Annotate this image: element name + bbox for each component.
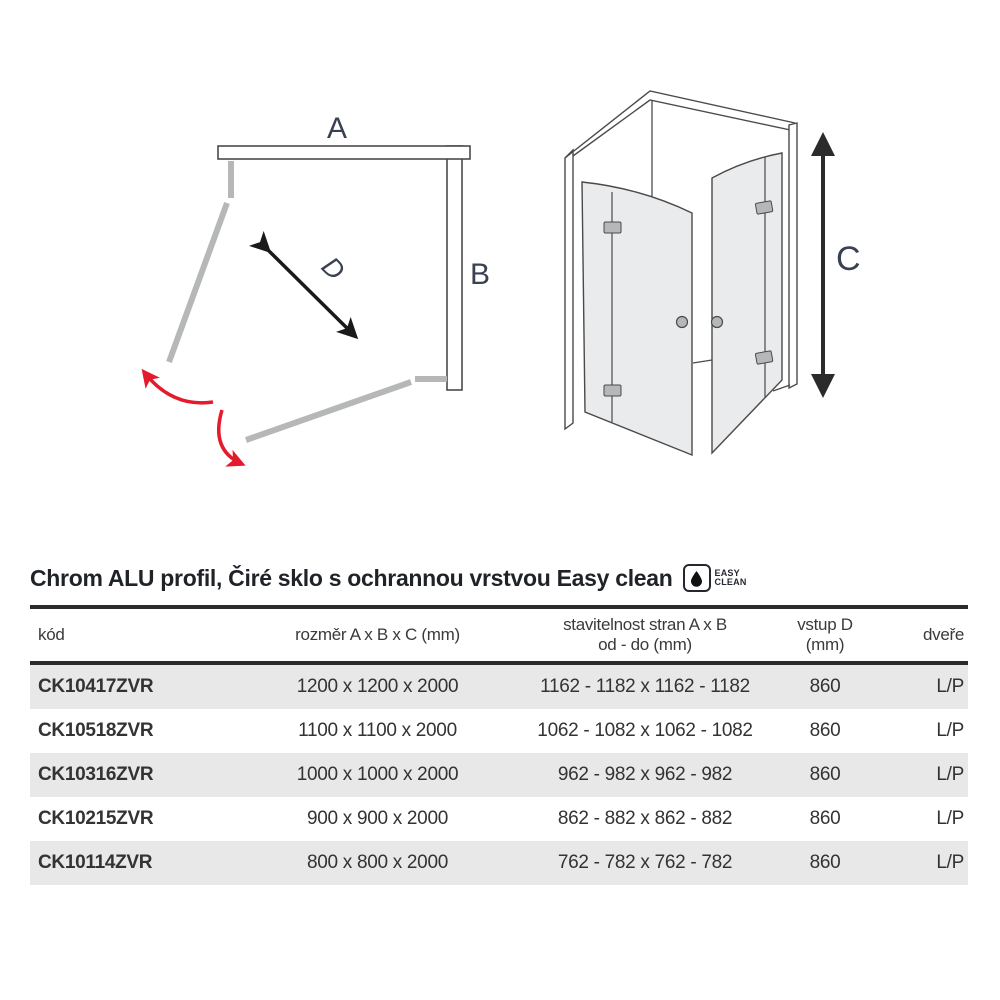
cell-adjust: 862 - 882 x 862 - 882: [557, 808, 733, 829]
arrow-head-up: [811, 132, 835, 156]
header-vstup-line2: (mm): [805, 635, 845, 654]
hinge-icon: [604, 385, 621, 396]
header-cell-dvere: [880, 609, 968, 661]
cell-doors: L/P: [936, 852, 964, 873]
perspective-diagram: [540, 70, 970, 500]
header-vstup-line1: vstup D: [797, 615, 853, 635]
spec-table: [30, 605, 968, 885]
header-stavitelnost-line1: stavitelnost stran A x B: [563, 615, 727, 635]
label-c: C: [836, 240, 861, 278]
hinge-icon: [755, 201, 773, 215]
cell-adjust: 1162 - 1182 x 1162 - 1182: [540, 676, 750, 697]
cell-doors: L/P: [936, 808, 964, 829]
cell-code: CK10316ZVR: [38, 764, 154, 785]
cell-code: CK10417ZVR: [38, 676, 154, 697]
table-row: [30, 841, 968, 885]
header-kod-label: kód: [38, 625, 65, 645]
top-frame-inner: [573, 100, 795, 156]
table-row: [30, 709, 968, 753]
hinge-icon: [755, 351, 773, 365]
label-b: B: [470, 258, 491, 291]
cell-entry: 860: [809, 852, 841, 873]
cell-code: CK10215ZVR: [38, 808, 154, 829]
easy-clean-label: [715, 569, 747, 588]
cell-entry: 860: [809, 764, 841, 785]
easy-clean-line1: EASY: [714, 567, 740, 578]
wall-profile-left: [565, 150, 573, 429]
door-swing-arrow-bottom: [219, 410, 242, 464]
wall-b: [447, 146, 462, 390]
cell-doors: L/P: [936, 764, 964, 785]
header-cell-stavitelnost: [520, 609, 770, 661]
door-bottom-open: [246, 382, 411, 440]
header-stavitelnost-line2: od - do (mm): [598, 635, 692, 654]
cell-code: CK10114ZVR: [38, 852, 153, 873]
cell-size: 1200 x 1200 x 2000: [296, 676, 459, 697]
header-dvere-label: dveře: [922, 625, 964, 645]
page-title: Chrom ALU profil, Čiré sklo s ochrannou vrstvou Easy clean: [30, 564, 673, 591]
water-drop-icon: [683, 564, 711, 592]
header-cell-kod: [30, 609, 235, 661]
easy-clean-badge: [683, 564, 747, 592]
knob-icon: [677, 317, 688, 328]
cell-doors: L/P: [936, 676, 964, 697]
glass-door-left: [582, 182, 692, 455]
knob-icon: [712, 317, 723, 328]
arrow-head-down: [811, 374, 835, 398]
cell-entry: 860: [809, 676, 841, 697]
wall-a: [218, 146, 470, 159]
easy-clean-line2: CLEAN: [714, 577, 747, 587]
wall-profile-right: [789, 123, 797, 388]
header-rozmer-label: rozměr A x B x C (mm): [295, 625, 460, 645]
cell-size: 800 x 800 x 2000: [307, 852, 448, 873]
table-row: [30, 797, 968, 841]
hinge-icon: [604, 222, 621, 233]
cell-size: 1100 x 1100 x 2000: [298, 720, 457, 741]
table-header-row: [30, 609, 968, 665]
table-row: [30, 665, 968, 709]
cell-doors: L/P: [936, 720, 964, 741]
cell-size: 1000 x 1000 x 2000: [296, 764, 459, 785]
cell-entry: 860: [809, 808, 841, 829]
cell-code: CK10518ZVR: [38, 720, 154, 741]
header-cell-rozmer: [235, 609, 520, 661]
label-a: A: [327, 112, 348, 145]
bottom-rail: [693, 360, 712, 363]
door-left-open: [169, 203, 227, 362]
cell-adjust: 1062 - 1082 x 1062 - 1082: [537, 720, 753, 741]
cell-size: 900 x 900 x 2000: [307, 808, 448, 829]
cell-adjust: 762 - 782 x 762 - 782: [557, 852, 733, 873]
cell-entry: 860: [809, 720, 841, 741]
table-row: [30, 753, 968, 797]
top-view-diagram: [110, 90, 510, 510]
door-swing-arrow-left: [144, 372, 213, 403]
label-d: D: [315, 251, 351, 287]
header-cell-vstup: [770, 609, 880, 661]
top-view-svg: [110, 90, 510, 510]
cell-adjust: 962 - 982 x 962 - 982: [557, 764, 733, 785]
perspective-svg: [540, 70, 970, 500]
top-frame-outer: [565, 91, 795, 158]
glass-door-right: [712, 153, 782, 453]
title-row: [30, 561, 970, 595]
